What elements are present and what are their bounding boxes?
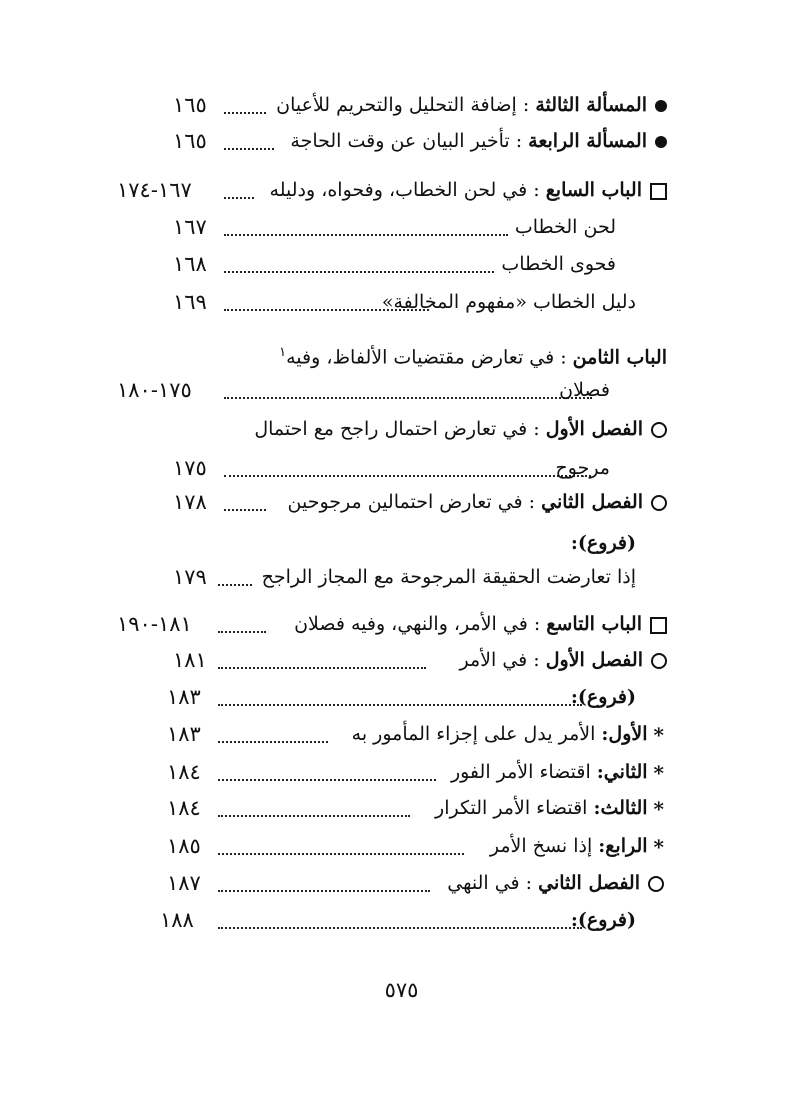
entry-text [490,831,664,862]
toc-entry [0,643,803,677]
asterisk-icon: * [653,835,664,859]
entry-text [382,287,636,317]
entry-text [460,645,667,675]
entry-title: : في النهي [447,872,539,894]
toc-entry [0,247,803,281]
entry-text [571,682,636,712]
toc-entry [0,412,803,446]
leader-dots [218,667,426,669]
entry-label: الفصل الأول [545,649,643,671]
entry-title: : في تعارض احتمال راجح مع احتمال [254,418,546,440]
entry-text [447,868,664,898]
toc-entry [0,210,803,244]
toc-entry [0,173,803,207]
toc-entry [0,526,803,560]
entry-page: ١٨٣ [167,685,201,709]
circle-icon [648,876,664,892]
leader-dots [224,148,274,150]
entry-text [352,719,664,750]
entry-title: : تأخير البيان عن وقت الحاجة [290,130,529,152]
entry-title: لحن الخطاب [514,216,616,238]
leader-dots [218,741,328,743]
entry-label: (فروع): [570,532,636,554]
entry-text [571,528,636,558]
entry-label: الفصل الأول [545,418,643,440]
entry-text [254,414,667,444]
entry-label: الرابع: [598,835,648,857]
entry-title: : في لحن الخطاب، وفحواه، ودليله [269,179,546,201]
entry-label: المسألة الثالثة [535,94,647,116]
toc-entry [0,755,803,789]
entry-page: ١٨٨ [160,908,194,932]
entry-label: (فروع): [570,909,636,931]
entry-page: ١٧٥ [173,456,207,480]
entry-label: الثاني: [596,761,648,783]
toc-entry [0,451,803,485]
entry-text [288,487,667,517]
entry-text [571,905,636,935]
entry-text [262,562,636,592]
entry-page: ١٨٤ [167,796,201,820]
entry-label: الفصل الثاني [541,491,643,513]
entry-page: ١٦٧ [173,215,207,239]
toc-entry [0,680,803,714]
toc-entry [0,124,803,158]
page-number: ٥٧٥ [384,978,419,1002]
leader-dots [218,927,582,929]
entry-label: الأول: [601,723,648,745]
leader-dots [218,815,410,817]
entry-title: دليل الخطاب «مفهوم المخالفة» [381,291,636,313]
leader-dots [218,853,464,855]
entry-page: ١٦٧-١٧٤ [117,178,192,202]
leader-dots [224,475,591,477]
entry-title: : في الأمر، والنهي، وفيه فصلان [294,613,547,635]
toc-entry [0,717,803,751]
entry-label: الفصل الثاني [538,872,640,894]
leader-dots [218,584,252,586]
entry-title: إذا تعارضت الحقيقة المرجوحة مع المجاز الراجح [261,566,636,588]
entry-text [273,338,667,372]
entry-label: (فروع): [570,686,636,708]
toc-entry [0,903,803,937]
toc-entry [0,285,803,319]
footnote-ref: ١ [279,345,287,360]
entry-text [290,126,667,156]
entry-title: فحوى الخطاب [501,253,616,275]
entry-page: ١٧٥-١٨٠ [117,378,192,402]
entry-label: الباب التاسع [546,613,642,635]
entry-page: ١٧٨ [173,490,207,514]
entry-text [276,90,667,120]
entry-page: ١٦٩ [173,290,207,314]
entry-title: : في تعارض مقتضيات الألفاظ، وفيه [286,346,573,369]
entry-title: فصلان [559,379,610,401]
entry-text [435,793,664,824]
leader-dots [224,271,494,273]
asterisk-icon: * [653,797,664,821]
entry-title: : إضافة التحليل والتحريم للأعيان [276,94,536,116]
bullet-icon [655,136,667,148]
square-icon [650,183,667,200]
square-icon [650,617,667,634]
entry-title: مرجوح [555,457,610,479]
toc-entry [0,88,803,122]
entry-text [501,249,616,279]
leader-dots [224,397,592,399]
leader-dots [224,234,508,236]
entry-text [294,609,667,639]
entry-page: ١٧٩ [173,565,207,589]
leader-dots [224,112,266,114]
entry-page: ١٨٣ [167,722,201,746]
toc-entry [0,829,803,863]
entry-text [515,212,616,242]
entry-page: ١٦٨ [173,252,207,276]
entry-title: : في الأمر [459,649,546,671]
circle-icon [651,653,667,669]
entry-page: ١٦٥ [173,93,207,117]
toc-entry [0,791,803,825]
entry-text [270,175,667,205]
entry-label: الباب الثامن [572,346,667,369]
entry-page: ١٦٥ [173,129,207,153]
leader-dots [218,631,266,633]
leader-dots [218,704,582,706]
entry-title: : في تعارض احتمالين مرجوحين [287,491,542,513]
entry-title: اقتضاء الأمر الفور [450,761,597,783]
entry-page: ١٨٥ [167,834,201,858]
entry-title: الأمر يدل على إجزاء المأمور به [351,723,602,745]
entry-text [559,375,610,405]
entry-text [556,453,611,483]
toc-entry [0,866,803,900]
toc-entry [0,485,803,519]
asterisk-icon: * [653,761,664,785]
leader-dots [218,890,430,892]
circle-icon [651,495,667,511]
toc-entry [0,373,803,407]
bullet-icon [655,100,667,112]
entry-page: ١٨٤ [167,760,201,784]
entry-label: المسألة الرابعة [528,130,647,152]
entry-text [451,757,664,788]
entry-page: ١٨١ [173,648,207,672]
toc-entry [0,607,803,641]
entry-label: الباب السابع [545,179,642,201]
entry-title: اقتضاء الأمر التكرار [435,797,594,819]
leader-dots [218,779,436,781]
toc-entry [0,560,803,594]
entry-page: ١٨٧ [167,871,201,895]
entry-label: الثالث: [593,797,648,819]
leader-dots [224,509,266,511]
asterisk-icon: * [653,723,664,747]
leader-dots [224,197,254,199]
entry-title: إذا نسخ الأمر [489,835,599,857]
circle-icon [651,422,667,438]
entry-page: ١٨١-١٩٠ [117,612,192,636]
toc-entry [0,336,803,370]
